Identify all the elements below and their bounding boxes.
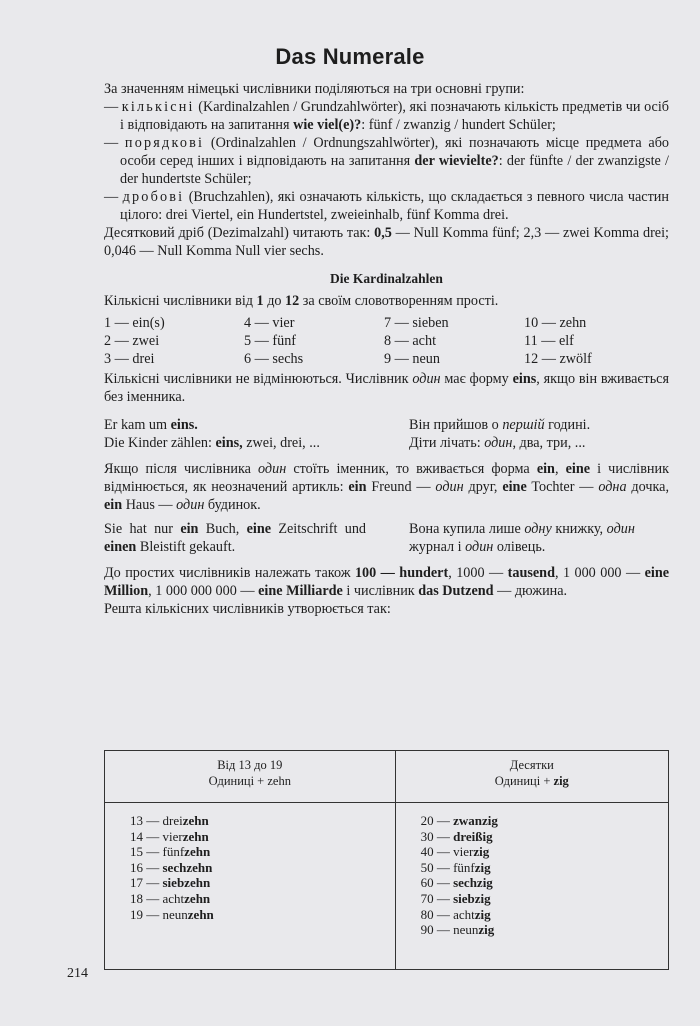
- text: Haus —: [122, 497, 177, 513]
- text: Якщо після числівника: [104, 461, 259, 477]
- text: Tochter —: [526, 479, 599, 495]
- header-line: Від 13 до 19: [217, 758, 283, 772]
- table-entry: [130, 891, 395, 907]
- header-line: Одиниці +: [494, 774, 554, 788]
- italic-word: один: [435, 479, 464, 495]
- section-heading: Die Kardinalzahlen: [330, 271, 443, 286]
- text: журнал і: [409, 539, 466, 555]
- word-stem: vier: [453, 844, 474, 860]
- word-suffix: zehn: [182, 828, 209, 844]
- number-label: 90 —: [420, 922, 454, 938]
- bold-number: 12: [285, 293, 300, 309]
- word-stem: vier: [162, 828, 183, 844]
- italic-word: один: [258, 461, 287, 477]
- number-formation-table: [104, 750, 669, 970]
- table-entry: [130, 907, 395, 923]
- number-item: 4 — vier: [244, 315, 295, 331]
- bold-word: eins: [512, 371, 537, 387]
- number-item: 3 — drei: [104, 351, 155, 367]
- number-label: 15 —: [130, 844, 163, 860]
- text: — Null Komma fünf; 2,3 — zwei Komma drei; 0,046 — Null Komma Null vier sechs.: [104, 225, 669, 259]
- number-item: 1 — ein(s): [104, 315, 165, 331]
- header-suffix: zehn: [267, 774, 291, 788]
- cardinal-intro: [104, 292, 669, 310]
- ein-eine-paragraph: [104, 460, 669, 514]
- text: Buch,: [198, 521, 247, 537]
- bold-word: das Dutzend: [418, 583, 494, 599]
- table-entry: [130, 860, 395, 876]
- table-entry: [421, 860, 668, 876]
- text: Кількісні числівники від: [104, 293, 257, 309]
- bold-word: eine: [565, 461, 591, 477]
- large-numbers-paragraph: [104, 564, 669, 600]
- number-label: 30 —: [420, 828, 454, 844]
- table-entry: [421, 891, 668, 907]
- number-item: 10 — zehn: [524, 315, 587, 331]
- bold-word: eine Milliarde: [258, 583, 343, 599]
- intro-text: За значенням німецькі числівники поділяються на три основні групи:: [104, 81, 525, 97]
- text: Bleistift gekauft.: [136, 539, 236, 555]
- word-stem: neun: [453, 922, 479, 938]
- ukrainian-translation: [409, 416, 669, 452]
- text: друг,: [463, 479, 503, 495]
- word-suffix: sechzehn: [162, 859, 213, 875]
- bold-word: eine Million: [104, 565, 670, 599]
- list-dash: —: [104, 189, 123, 205]
- page-number: 214: [67, 966, 88, 981]
- numbers-grid: [104, 314, 669, 368]
- table-row: [105, 803, 669, 970]
- italic-word: одна: [598, 479, 627, 495]
- text: за своїм словотворенням прості.: [299, 293, 499, 309]
- number-label: 70 —: [420, 890, 454, 906]
- number-label: 13 —: [130, 813, 163, 828]
- number-label: 18 —: [130, 890, 163, 906]
- bold-word: eins.: [170, 417, 198, 433]
- table-header-teens: [105, 751, 396, 803]
- word-suffix: zig: [478, 922, 495, 938]
- word-suffix: siebzehn: [162, 875, 211, 891]
- table-entry: [421, 907, 668, 923]
- term-cardinal: кількісні: [121, 99, 195, 115]
- bold-word: ein: [348, 479, 367, 495]
- text: будинок.: [204, 497, 261, 513]
- question-phrase: der wievielte?: [414, 153, 499, 169]
- list-item-fraction: [104, 188, 669, 224]
- definition-text: (Ordinalzahlen / Ordnungszahlwörter), які позначають місце предмета або особи серед інших і відповідають на запитання: [120, 135, 670, 169]
- text: , 1 000 000 —: [554, 565, 645, 581]
- text: стоїть іменник, то вживається форма: [286, 461, 537, 477]
- text: олівець.: [493, 539, 546, 555]
- page-title: Das Numerale: [275, 44, 425, 69]
- text: книжку,: [551, 521, 607, 537]
- number-label: 17 —: [130, 875, 163, 891]
- italic-word: одну: [524, 521, 552, 537]
- italic-word: першій: [502, 417, 545, 433]
- example-text: : der fünfte / der zwanzigste / der hundertste Schüler;: [120, 153, 669, 187]
- text: Він прийшов о: [409, 417, 503, 433]
- example-pair-2: [104, 520, 669, 556]
- bold-word: einen: [104, 539, 137, 555]
- text: дочка,: [626, 479, 669, 495]
- word-suffix: zig: [474, 906, 491, 922]
- number-item: 8 — acht: [384, 333, 437, 349]
- word-suffix: zehn: [184, 890, 211, 906]
- page-content: [104, 80, 669, 618]
- text: Zeitschrift und: [271, 521, 367, 537]
- text: Кількісні числівники не відмінюються. Числівник: [104, 371, 413, 387]
- word-stem: drei: [162, 813, 183, 828]
- table-header-tens: [395, 751, 668, 803]
- term-fraction: дробові: [122, 189, 185, 205]
- word-suffix: zehn: [187, 906, 214, 922]
- text: Er kam um: [104, 417, 171, 433]
- bold-word: eins,: [215, 435, 243, 451]
- table-entry: [130, 813, 395, 829]
- italic-word: один: [465, 539, 494, 555]
- bold-word: ein: [536, 461, 555, 477]
- tens-column: [395, 803, 668, 970]
- word-suffix: zwanzig: [453, 813, 498, 828]
- bold-word: tausend: [507, 565, 555, 581]
- ukrainian-translation: [409, 520, 669, 556]
- table-entry: [130, 844, 395, 860]
- word-suffix: zig: [474, 859, 491, 875]
- text: Die Kinder zählen:: [104, 435, 216, 451]
- number-label: 19 —: [130, 906, 163, 922]
- word-suffix: zehn: [184, 844, 211, 860]
- header-line: Одиниці +: [208, 774, 268, 788]
- number-label: 60 —: [420, 875, 454, 891]
- number-item: 7 — sieben: [384, 315, 449, 331]
- word-stem: neun: [162, 906, 188, 922]
- italic-word: один: [412, 371, 441, 387]
- list-item-ordinal: [104, 134, 669, 188]
- example-pair-1: [104, 416, 669, 452]
- text: , два, три, ...: [512, 435, 586, 451]
- bold-number: 0,5: [374, 225, 392, 241]
- bold-number: 1: [256, 293, 264, 309]
- text: ,: [554, 461, 566, 477]
- bold-word: 100 — hundert: [354, 565, 449, 581]
- text: — дюжина.: [493, 583, 568, 599]
- number-item: 12 — zwölf: [524, 351, 592, 367]
- word-stem: acht: [453, 906, 475, 922]
- word-suffix: siebzig: [453, 890, 491, 906]
- text: , якщо він вживається без іменника.: [104, 371, 669, 405]
- definition-text: (Bruchzahlen), які означають кількість, що складається з певного числа частин цілого: drei Viertel, ein Hundertstel, zweieinhalb, fünf Komma drei.: [120, 189, 669, 223]
- word-suffix: zehn: [182, 813, 209, 828]
- number-label: 40 —: [420, 844, 454, 860]
- text: , 1 000 000 000 —: [148, 583, 259, 599]
- header-line: Десятки: [509, 758, 554, 772]
- example-text: : fünf / zwanzig / hundert Schüler;: [361, 117, 556, 133]
- intro-paragraph: [104, 80, 669, 98]
- text: Вона купила лише: [409, 521, 525, 537]
- text: і числівник: [342, 583, 419, 599]
- spacer: [104, 556, 669, 564]
- text: до: [263, 293, 286, 309]
- number-label: 80 —: [420, 906, 454, 922]
- text: , 1000 —: [448, 565, 508, 581]
- german-example: [104, 416, 366, 452]
- german-example: [104, 520, 366, 556]
- italic-word: один: [484, 435, 513, 451]
- table-entry: [421, 829, 668, 845]
- declension-paragraph: [104, 370, 669, 406]
- table-entry: [130, 829, 395, 845]
- table-entry: [421, 875, 668, 891]
- definition-text: (Kardinalzahlen / Grundzahlwörter), які позначають кількість предметів чи осіб і відповідають на запитання: [120, 99, 669, 133]
- decimal-paragraph: [104, 224, 669, 260]
- term-ordinal: порядкові: [124, 135, 205, 151]
- number-label: 14 —: [130, 828, 163, 844]
- text: Freund —: [366, 479, 436, 495]
- number-item: 9 — neun: [384, 351, 440, 367]
- table-entry: [421, 922, 668, 938]
- number-label: 20 —: [420, 813, 454, 828]
- number-label: 50 —: [420, 859, 454, 875]
- text: До простих числівників належать також: [104, 565, 355, 581]
- number-item: 2 — zwei: [104, 333, 160, 349]
- word-stem: fünf: [162, 844, 185, 860]
- table-entry: [421, 813, 668, 829]
- teens-column: [105, 803, 396, 970]
- table-entry: [421, 844, 668, 860]
- table-header-row: [105, 751, 669, 803]
- bold-word: eine: [502, 479, 527, 495]
- italic-word: один: [176, 497, 205, 513]
- text: Sie hat nur: [104, 521, 181, 537]
- number-label: 16 —: [130, 859, 163, 875]
- italic-word: один: [606, 521, 635, 537]
- question-phrase: wie viel(e)?: [293, 117, 362, 133]
- bold-word: eine: [246, 521, 272, 537]
- number-item: 6 — sechs: [244, 351, 304, 367]
- formation-paragraph: Решта кількісних числівників утворюється так:: [104, 601, 391, 617]
- word-suffix: sechzig: [453, 875, 493, 891]
- text: Діти лічать:: [409, 435, 485, 451]
- list-dash: —: [104, 135, 125, 151]
- bold-word: ein: [180, 521, 199, 537]
- list-dash: —: [104, 99, 122, 115]
- text: має форму: [440, 371, 513, 387]
- word-suffix: zig: [473, 844, 490, 860]
- text: zwei, drei, ...: [242, 435, 320, 451]
- word-stem: acht: [162, 890, 185, 906]
- number-item: 5 — fünf: [244, 333, 297, 349]
- header-suffix: zig: [553, 774, 569, 788]
- word-stem: fünf: [453, 859, 475, 875]
- list-item-cardinal: [104, 98, 669, 134]
- number-item: 11 — elf: [524, 333, 574, 349]
- text: годині.: [544, 417, 591, 433]
- table-entry: [130, 875, 395, 891]
- text: Десятковий дріб (Dezimalzahl) читають так:: [104, 225, 375, 241]
- word-suffix: dreißig: [453, 828, 493, 844]
- bold-word: ein: [104, 497, 123, 513]
- text: і числівник відмінюється, як неозначений артикль:: [104, 461, 670, 495]
- spacer: [104, 452, 669, 460]
